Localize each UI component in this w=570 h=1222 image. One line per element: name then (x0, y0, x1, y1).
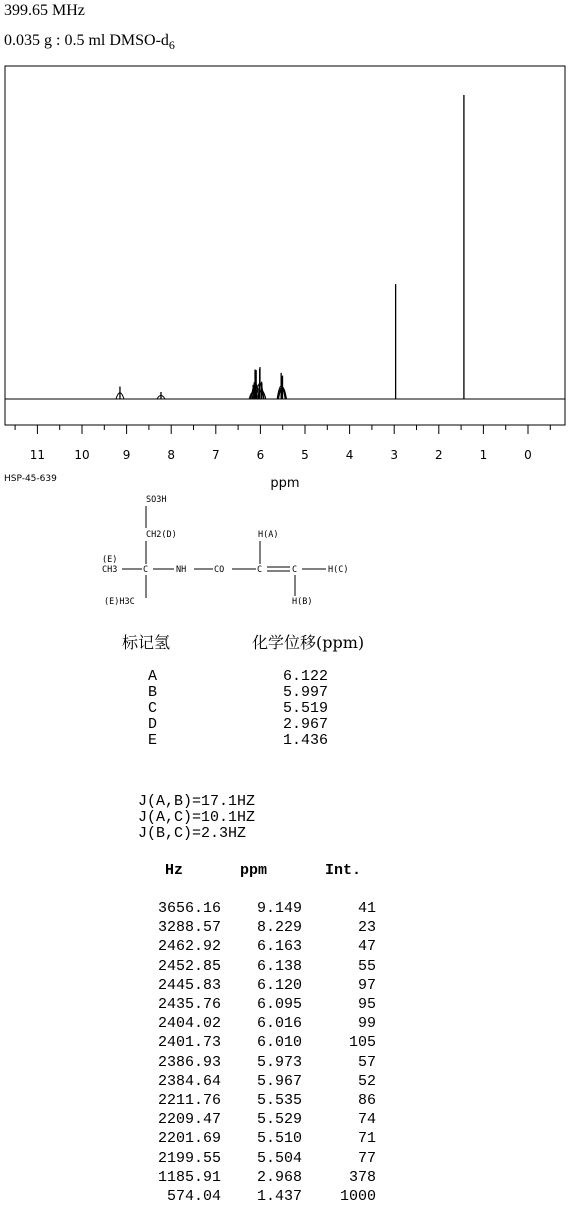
tick-label-6: 6 (256, 448, 265, 462)
plot-frame (5, 66, 565, 425)
peak-row-int: 23 (357, 919, 376, 937)
peak-row-hz: 2386.93 (157, 1053, 221, 1071)
tick-label-3: 3 (390, 448, 399, 462)
ch3-label: CH3 (102, 565, 118, 575)
peak-row-ppm: 5.535 (256, 1092, 302, 1109)
peak-row-ppm: 2.968 (256, 1168, 302, 1186)
tick-label-11: 11 (29, 448, 46, 462)
tick-label-2: 2 (434, 448, 443, 462)
tick-label-8: 8 (167, 448, 176, 462)
peak-row-ppm: 9.149 (256, 900, 302, 917)
peak-row-hz: 1185.91 (157, 1168, 221, 1186)
peak-row-ppm: 5.504 (256, 1149, 302, 1167)
spectrum-code: HSP-45-639 (4, 474, 57, 484)
peak-row-int: 41 (357, 900, 376, 917)
peak-row-hz: 2462.92 (157, 938, 221, 956)
peak-header-hz: Hz (165, 862, 184, 879)
tick-label-0: 0 (524, 448, 532, 462)
peak-row-hz: 2209.47 (157, 1111, 221, 1129)
peak-row-ppm: 6.163 (256, 938, 302, 956)
peak-row-ppm: 5.510 (256, 1130, 302, 1148)
peak-group (116, 95, 464, 399)
peak-row-int: 77 (357, 1149, 376, 1167)
peak-row-hz: 2435.76 (157, 996, 221, 1013)
shift-row-value: 2.967 (283, 716, 329, 733)
coupling-line: J(A,C)=10.1HZ (138, 809, 256, 826)
h3c-label: (E)H3C (104, 597, 135, 607)
peak-header-int: Int. (325, 862, 362, 879)
tick-label-1: 1 (479, 448, 488, 462)
peak-row-ppm: 6.095 (256, 996, 302, 1013)
peak-row-int: 1000 (339, 1188, 376, 1205)
peak-row-int: 99 (357, 1015, 376, 1033)
x-axis-ticks (15, 425, 550, 462)
shift-row-label: B (148, 684, 158, 701)
peak-row-hz: 2404.02 (157, 1015, 221, 1033)
peak-row-ppm: 5.973 (256, 1053, 302, 1071)
peak-row-int: 55 (357, 957, 376, 975)
peak-row-hz: 3288.57 (157, 919, 221, 937)
peak-row-int: 47 (357, 938, 376, 956)
peak-row-hz: 2211.76 (157, 1092, 221, 1109)
label-column-header: 标记氢 (122, 633, 171, 652)
shift-row-value: 5.519 (283, 700, 329, 717)
peak-row-ppm: 8.229 (256, 919, 302, 937)
peak-row-int: 86 (357, 1092, 376, 1109)
hb-label: H(B) (292, 597, 313, 607)
peak-row-ppm: 5.529 (256, 1111, 302, 1129)
ha-label: H(A) (258, 530, 279, 540)
shift-column-header: 化学位移(ppm) (252, 633, 365, 652)
shift-row-value: 1.436 (283, 732, 329, 749)
peak-row-hz: 2445.83 (157, 976, 221, 994)
chemical-structure (0, 484, 570, 614)
coupling-line: J(A,B)=17.1HZ (138, 793, 256, 810)
peak-row-int: 95 (357, 996, 376, 1013)
peak-row-hz: 2452.85 (157, 957, 221, 975)
peak-row-int: 52 (357, 1072, 376, 1090)
peak-row-hz: 574.04 (166, 1188, 221, 1205)
peak-row-ppm: 6.120 (256, 976, 302, 994)
tick-label-4: 4 (345, 448, 354, 462)
sample-subscript: 6 (168, 38, 175, 53)
frequency-label: 399.65 MHz (4, 2, 85, 19)
shift-row-value: 6.122 (283, 668, 329, 685)
tick-label-7: 7 (211, 448, 220, 462)
peak-row-ppm: 6.010 (256, 1034, 302, 1052)
coupling-line: J(B,C)=2.3HZ (138, 825, 247, 842)
peak-row-hz: 2384.64 (157, 1072, 221, 1090)
tick-label-10: 10 (74, 448, 90, 462)
c-center-label: C (143, 565, 149, 575)
peak-header-ppm: ppm (240, 862, 268, 879)
tick-label-9: 9 (122, 448, 131, 462)
tick-label-5: 5 (301, 448, 309, 462)
shift-row-label: C (148, 700, 158, 717)
peak-row-hz: 2201.69 (157, 1130, 221, 1148)
shift-row-label: A (148, 668, 158, 685)
co-label: CO (214, 565, 225, 575)
peak-row-int: 378 (348, 1168, 376, 1186)
hc-label: H(C) (328, 565, 349, 575)
sample-label (4, 32, 175, 53)
peak-row-ppm: 1.437 (256, 1188, 302, 1205)
peak-row-ppm: 6.016 (256, 1015, 302, 1033)
ch2-label: CH2(D) (146, 530, 177, 540)
sample-main-text: 0.035 g : 0.5 ml DMSO-d (4, 32, 169, 49)
peak-row-ppm: 5.967 (256, 1072, 302, 1090)
peak-row-ppm: 6.138 (256, 957, 302, 975)
peak-row-int: 57 (357, 1053, 376, 1071)
peak-row-int: 74 (357, 1111, 376, 1129)
e-top-label: (E) (102, 555, 118, 565)
c3-label: C (292, 565, 298, 575)
c2-label: C (257, 565, 263, 575)
so3h-label: SO3H (146, 495, 167, 505)
peak-row-hz: 2199.55 (157, 1149, 221, 1167)
peak-row-hz: 3656.16 (157, 900, 221, 917)
shift-row-label: E (148, 732, 158, 749)
shift-row-value: 5.997 (283, 684, 329, 701)
x-axis-label: ppm (270, 476, 300, 491)
peak-row-hz: 2401.73 (157, 1034, 221, 1052)
peak-row-int: 105 (348, 1034, 376, 1052)
shift-row-label: D (148, 716, 158, 733)
peak-row-int: 71 (357, 1130, 376, 1148)
peak-row-int: 97 (357, 976, 376, 994)
nh-label: NH (176, 565, 187, 575)
